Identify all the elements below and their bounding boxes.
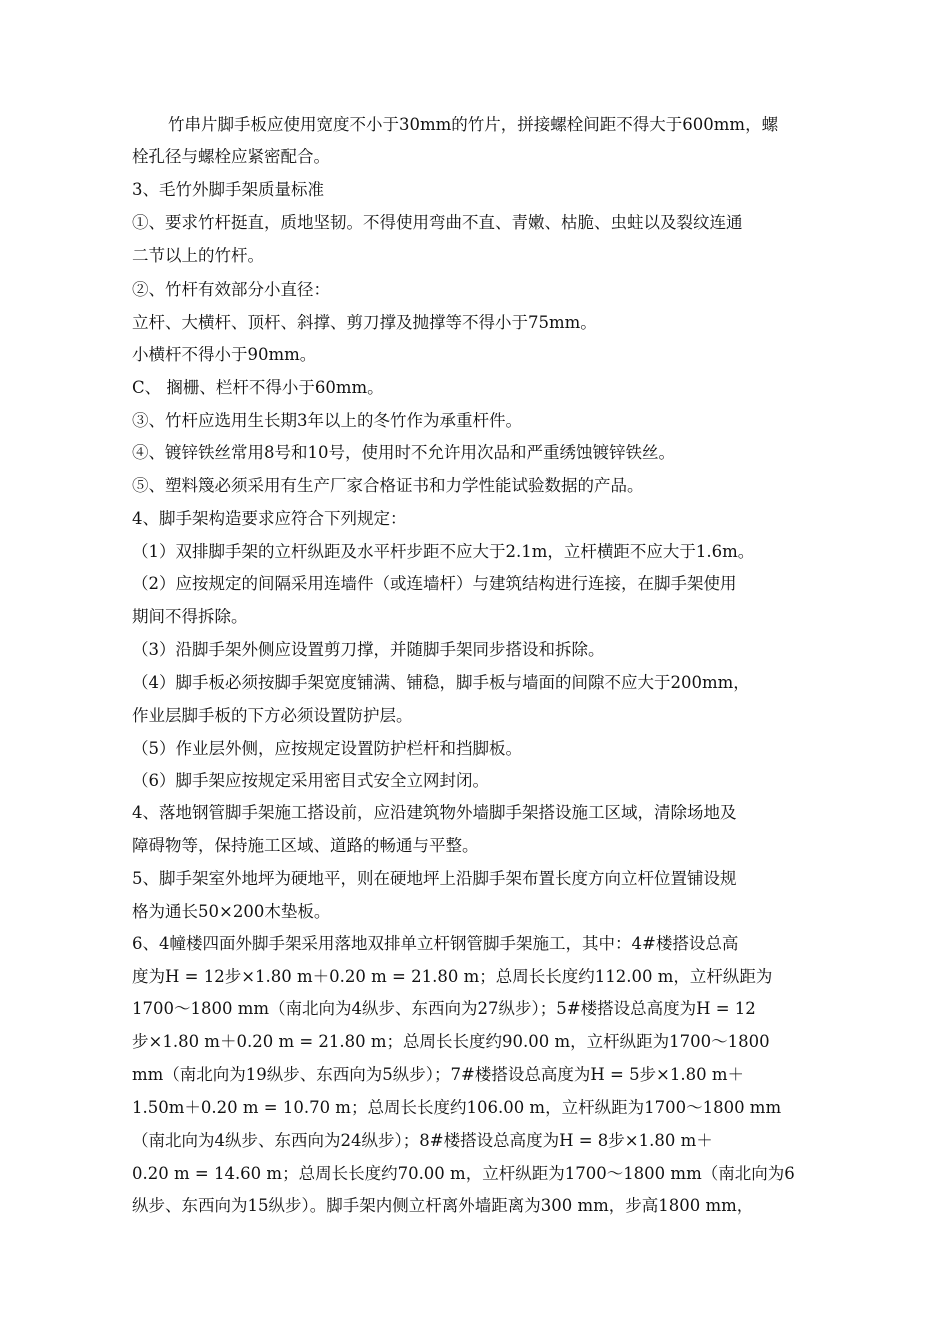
text-line: ④、镀锌铁丝常用8号和10号，使用时不允许用次品和严重绣蚀镀锌铁丝。 bbox=[132, 443, 675, 462]
text-line: 竹串片脚手板应使用宽度不小于30mm的竹片，拼接螺栓间距不得大于600mm，螺 bbox=[168, 115, 779, 134]
text-line: 期间不得拆除。 bbox=[132, 607, 248, 626]
text-line: 4、落地钢管脚手架施工搭设前，应沿建筑物外墙脚手架搭设施工区域，清除场地及 bbox=[132, 803, 737, 822]
text-line: 5、脚手架室外地坪为硬地平，则在硬地坪上沿脚手架布置长度方向立杆位置铺设规 bbox=[132, 869, 737, 888]
text-line: ⑤、塑料篾必须采用有生产厂家合格证书和力学性能试验数据的产品。 bbox=[132, 476, 644, 495]
text-line: 纵步、东西向为15纵步）。脚手架内侧立杆离外墙距离为300 mm，步高1800 mm， bbox=[132, 1196, 754, 1215]
text-line: ③、竹杆应选用生长期3年以上的冬竹作为承重杆件。 bbox=[132, 411, 522, 430]
text-line: 二节以上的竹杆。 bbox=[132, 246, 264, 265]
text-line: （4）脚手板必须按脚手架宽度铺满、铺稳，脚手板与墙面的间隙不应大于200mm， bbox=[132, 673, 750, 692]
text-line: ①、要求竹杆挺直，质地坚韧。不得使用弯曲不直、青嫩、枯脆、虫蛀以及裂纹连通 bbox=[132, 213, 743, 232]
text-line: 4、脚手架构造要求应符合下列规定： bbox=[132, 509, 407, 528]
text-line: 1.50m＋0.20 m = 10.70 m；总周长长度约106.00 m，立杆纵距为1700～1800 mm bbox=[132, 1098, 782, 1117]
text-line: 障碍物等，保持施工区域、道路的畅通与平整。 bbox=[132, 836, 479, 855]
text-line: （南北向为4纵步、东西向为24纵步）；8#楼搭设总高度为H = 8步×1.80 m＋ bbox=[132, 1131, 713, 1150]
text-line: （1）双排脚手架的立杆纵距及水平杆步距不应大于2.1m，立杆横距不应大于1.6m。 bbox=[132, 542, 755, 561]
text-line: 小横杆不得小于90mm。 bbox=[132, 345, 317, 364]
text-line: 1700～1800 mm（南北向为4纵步、东西向为27纵步）；5#楼搭设总高度为H = 12 bbox=[132, 999, 756, 1018]
text-line: 6、4幢楼四面外脚手架采用落地双排单立杆钢管脚手架施工，其中：4#楼搭设总高 bbox=[132, 934, 739, 953]
text-line: mm（南北向为19纵步、东西向为5纵步）；7#楼搭设总高度为H = 5步×1.80 m＋ bbox=[132, 1065, 745, 1084]
text-line: 栓孔径与螺栓应紧密配合。 bbox=[132, 147, 330, 166]
text-line: （2）应按规定的间隔采用连墙件（或连墙杆）与建筑结构进行连接，在脚手架使用 bbox=[132, 574, 737, 593]
text-line: 步×1.80 m＋0.20 m = 21.80 m；总周长长度约90.00 m，立杆纵距为1700～1800 bbox=[132, 1032, 770, 1051]
text-line: （3）沿脚手架外侧应设置剪刀撑，并随脚手架同步搭设和拆除。 bbox=[132, 640, 605, 659]
text-line: 度为H = 12步×1.80 m＋0.20 m = 21.80 m；总周长长度约112.00 m，立杆纵距为 bbox=[132, 967, 773, 986]
text-line: ②、竹杆有效部分小直径： bbox=[132, 280, 330, 299]
text-line: 3、毛竹外脚手架质量标准 bbox=[132, 180, 324, 199]
text-line: C、 搁栅、栏杆不得小于60mm。 bbox=[132, 378, 384, 397]
text-line: （6）脚手架应按规定采用密目式安全立网封闭。 bbox=[132, 771, 489, 790]
text-line: 0.20 m = 14.60 m；总周长长度约70.00 m，立杆纵距为1700～1800 mm（南北向为6 bbox=[132, 1164, 795, 1183]
text-line: 作业层脚手板的下方必须设置防护层。 bbox=[132, 706, 413, 725]
text-line: 立杆、大横杆、顶杆、斜撑、剪刀撑及抛撑等不得小于75mm。 bbox=[132, 313, 597, 332]
text-line: 格为通长50×200木垫板。 bbox=[132, 902, 331, 921]
text-line: （5）作业层外侧，应按规定设置防护栏杆和挡脚板。 bbox=[132, 739, 522, 758]
